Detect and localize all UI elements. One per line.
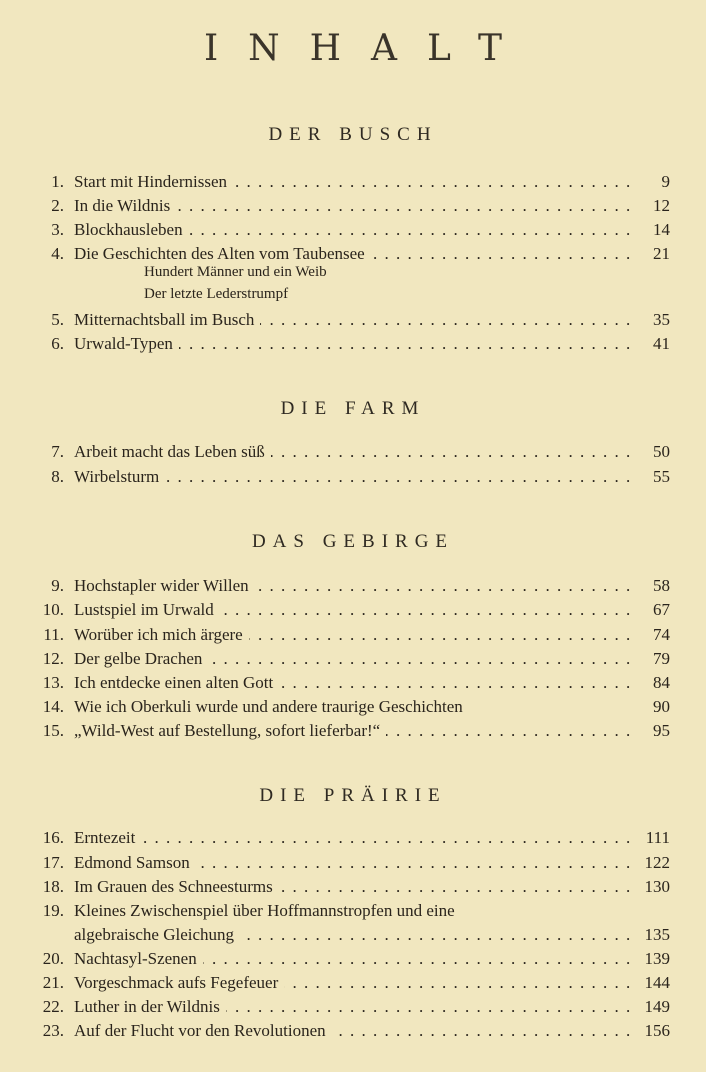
entry-page: 12 <box>653 196 670 215</box>
entry-number: 23. <box>42 1021 64 1040</box>
entry-label: Lustspiel im Urwald . . . <box>74 598 630 622</box>
toc-entry <box>34 242 670 266</box>
toc-entry <box>34 623 670 647</box>
entry-label: Wirbelsturm . . . <box>74 465 630 489</box>
entry-number: 4. <box>51 244 64 263</box>
page-title: INHALT <box>203 28 533 69</box>
entry-number: 9. <box>51 576 64 595</box>
entry-page: 58 <box>653 576 670 595</box>
toc-entry <box>34 671 670 695</box>
toc-entry <box>34 851 670 875</box>
toc-entry <box>34 574 670 598</box>
section-die-praerie <box>0 785 706 815</box>
toc-entry <box>34 170 670 194</box>
toc-entry-continuation <box>34 923 670 947</box>
entry-page: 90 <box>653 697 670 716</box>
entry-page: 14 <box>653 220 670 239</box>
entry-number: 20. <box>42 949 64 968</box>
entry-label: Luther in der Wildnis . . . <box>74 995 630 1019</box>
toc-subentry: Der letzte Lederstrumpf <box>144 286 289 302</box>
entry-page: 135 <box>644 925 670 944</box>
entry-label: Hochstapler wider Willen . . . <box>74 574 630 598</box>
entry-number: 22. <box>42 997 64 1016</box>
entry-page: 156 <box>644 1021 670 1040</box>
section-title: DAS GEBIRGE <box>251 531 455 552</box>
section-die-farm <box>0 398 706 428</box>
entry-page: 67 <box>653 600 670 619</box>
entry-label: Edmond Samson . . . <box>74 851 630 875</box>
entry-number: 18. <box>42 877 64 896</box>
entry-page: 149 <box>644 997 670 1016</box>
toc-entry <box>34 440 670 464</box>
entry-label: Urwald-Typen . . . <box>74 332 630 356</box>
entry-number: 11. <box>43 625 64 644</box>
entry-number: 14. <box>42 697 64 716</box>
entry-label: algebraische Gleichung . . . <box>74 923 630 947</box>
toc-entry <box>34 719 670 743</box>
entry-label: Der gelbe Drachen . . . <box>74 647 630 671</box>
entry-number: 5. <box>51 310 64 329</box>
entry-label: Vorgeschmack aufs Fegefeuer . . . <box>74 971 630 995</box>
entry-number: 1. <box>51 172 64 191</box>
section-title: DIE PRÄIRIE <box>259 785 447 806</box>
entry-number: 3. <box>51 220 64 239</box>
entry-label: Erntezeit . . . <box>74 826 630 850</box>
entry-number: 8. <box>51 467 64 486</box>
entry-page: 74 <box>653 625 670 644</box>
entry-number: 10. <box>42 600 64 619</box>
entry-page: 122 <box>644 853 670 872</box>
toc-subentry: Hundert Männer und ein Weib <box>144 264 327 280</box>
entry-label: Wie ich Oberkuli wurde und andere traurige Geschichten <box>74 695 630 719</box>
entry-number: 16. <box>42 828 64 847</box>
entry-label: Kleines Zwischenspiel über Hoffmannstropfen und eine <box>74 899 630 923</box>
entry-page: 9 <box>661 172 670 191</box>
toc-entry <box>34 308 670 332</box>
entry-number: 17. <box>42 853 64 872</box>
entry-page: 84 <box>653 673 670 692</box>
entry-page: 111 <box>645 828 670 847</box>
toc-entry <box>34 598 670 622</box>
entry-number: 12. <box>42 649 64 668</box>
entry-page: 144 <box>644 973 670 992</box>
section-der-busch <box>0 124 706 154</box>
entry-page: 41 <box>653 334 670 353</box>
entry-label: In die Wildnis . . . <box>74 194 630 218</box>
entry-label: Die Geschichten des Alten vom Taubensee . . . <box>74 242 630 266</box>
entry-number: 7. <box>51 442 64 461</box>
toc-entry <box>34 995 670 1019</box>
entry-label: Blockhausleben . . . <box>74 218 630 242</box>
toc-entry <box>34 875 670 899</box>
entry-label: Ich entdecke einen alten Gott . . . <box>74 671 630 695</box>
section-das-gebirge <box>0 531 706 561</box>
entry-number: 21. <box>42 973 64 992</box>
toc-entry <box>34 218 670 242</box>
entry-label: Auf der Flucht vor den Revolutionen . . . <box>74 1019 630 1043</box>
entry-label: Nachtasyl-Szenen . . . <box>74 947 630 971</box>
entry-label: Mitternachtsball im Busch . . . <box>74 308 630 332</box>
toc-entry <box>34 1019 670 1043</box>
section-title: DIE FARM <box>280 398 426 419</box>
entry-label: Start mit Hindernissen . . . <box>74 170 630 194</box>
entry-label: Worüber ich mich ärgere . . . <box>74 623 630 647</box>
entry-number: 6. <box>51 334 64 353</box>
entry-page: 139 <box>644 949 670 968</box>
toc-entry <box>34 194 670 218</box>
entry-number: 13. <box>42 673 64 692</box>
toc-entry <box>34 465 670 489</box>
entry-page: 50 <box>653 442 670 461</box>
entry-page: 95 <box>653 721 670 740</box>
toc-entry <box>34 332 670 356</box>
entry-label: „Wild-West auf Bestellung, sofort lieferbar!“ . . . <box>74 719 630 743</box>
entry-page: 21 <box>653 244 670 263</box>
section-title: DER BUSCH <box>268 124 438 145</box>
entry-page: 35 <box>653 310 670 329</box>
entry-page: 55 <box>653 467 670 486</box>
toc-entry <box>34 947 670 971</box>
entry-page: 79 <box>653 649 670 668</box>
entry-number: 2. <box>51 196 64 215</box>
entry-number: 19. <box>42 901 64 920</box>
entry-label: Im Grauen des Schneesturms . . . <box>74 875 630 899</box>
entry-number: 15. <box>42 721 64 740</box>
toc-entry <box>34 647 670 671</box>
toc-entry <box>34 695 670 719</box>
toc-entry <box>34 826 670 850</box>
entry-page: 130 <box>644 877 670 896</box>
toc-entry <box>34 899 670 923</box>
entry-label: Arbeit macht das Leben süß . . . <box>74 440 630 464</box>
toc-entry <box>34 971 670 995</box>
